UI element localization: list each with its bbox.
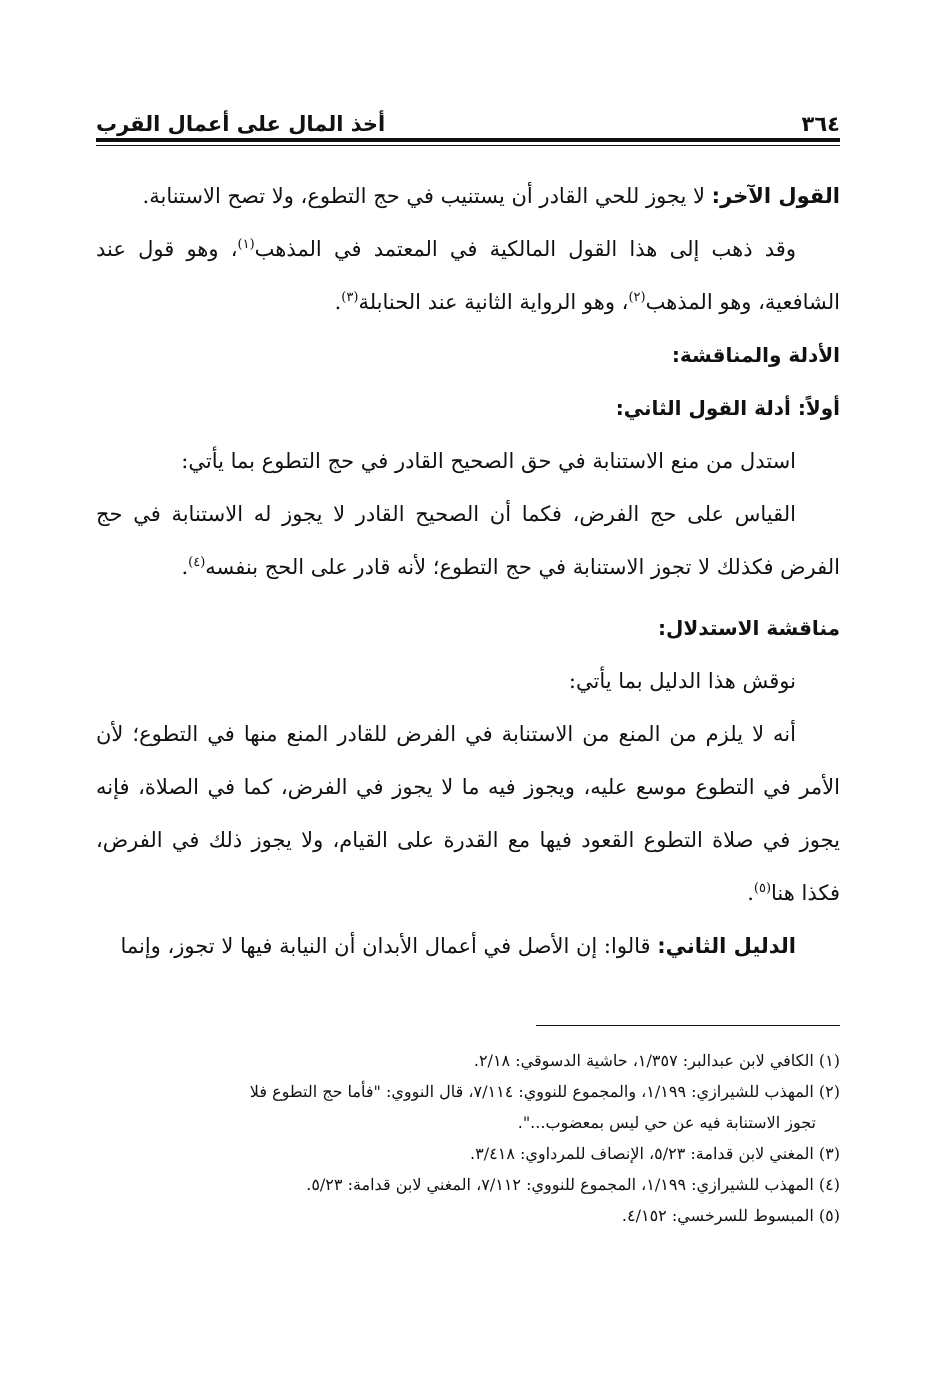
paragraph-analogy: [96, 488, 840, 594]
header-rule-thick: [96, 138, 840, 142]
paragraph-second-evidence: [96, 920, 840, 973]
paragraph-text: ، وهو الرواية الثانية عند الحنابلة: [358, 290, 629, 314]
footnote-5: (٥) المبسوط للسرخسي: ٤/١٥٢.: [621, 1206, 840, 1225]
footnote-ref[interactable]: (٤): [188, 555, 206, 570]
footnote-3: (٣) المغني لابن قدامة: ٥/٢٣، الإنصاف للمرداوي: ٣/٤١٨.: [470, 1144, 840, 1163]
running-title: أخذ المال على أعمال القرب: [96, 112, 386, 136]
paragraph-text: ، وهو قول عند الشافعية، وهو المذهب: [96, 237, 840, 314]
paragraph-discussion-intro: نوقش هذا الدليل بما يأتي:: [568, 669, 796, 693]
paragraph-text: أنه لا يلزم من المنع من الاستنابة في الفرض للقادر المنع منها في التطوع؛ لأن الأمر في التطوع موسع عليه، ويجوز فيه ما لا يجوز في الفرض، كما في الصلاة، فإنه يجوز في صلاة التطوع القعود فيها مع القدرة على القيام، ولا يجوز ذلك في الفرض، فكذا هنا: [96, 722, 840, 905]
page-number: ٣٦٤: [801, 112, 840, 136]
paragraph-text: .: [181, 555, 189, 579]
section-heading-discussion: مناقشة الاستدلال:: [658, 616, 840, 640]
paragraph-inference: استدل من منع الاستنابة في حق الصحيح القادر في حج التطوع بما يأتي:: [181, 449, 796, 473]
paragraph-text: وقد ذهب إلى هذا القول المالكية في المعتمد في المذهب: [254, 237, 796, 261]
footnote-ref[interactable]: (٢): [628, 290, 646, 305]
paragraph-text: .: [747, 881, 754, 905]
paragraph-schools: [96, 223, 840, 329]
footnote-ref[interactable]: (٣): [341, 290, 359, 305]
footnote-1: (١) الكافي لابن عبدالبر: ١/٣٥٧، حاشية الدسوقي: ٢/١٨.: [473, 1051, 840, 1070]
paragraph-text: القياس على حج الفرض، فكما أن الصحيح القادر لا يجوز له الاستنابة في حج الفرض فكذلك لا تجوز الاستنابة في حج التطوع؛ لأنه قادر على الحج بنفسه: [96, 502, 840, 579]
footnote-separator: [536, 1025, 840, 1026]
paragraph-text: .: [334, 290, 342, 314]
header-rule-thin: [96, 145, 840, 146]
paragraph-lead: القول الآخر:: [711, 184, 840, 208]
page-header: [96, 100, 840, 136]
paragraph-text: لا يجوز للحي القادر أن يستنيب في حج التطوع، ولا تصح الاستنابة.: [142, 184, 712, 208]
footnote-2-continued: تجوز الاستنابة فيه عن حي ليس بمعضوب...".: [517, 1113, 816, 1132]
page: [96, 0, 840, 1378]
paragraph-discussion: [96, 708, 840, 920]
footnote-ref[interactable]: (١): [237, 237, 255, 252]
footnote-2: (٢) المهذب للشيرازي: ١/١٩٩، والمجموع للنووي: ٧/١١٤، قال النووي: "فأما حج التطوع فلا: [249, 1082, 840, 1101]
footnote-ref[interactable]: (٥): [753, 881, 772, 896]
main-text: [96, 170, 840, 973]
footnotes: [96, 1045, 840, 1231]
paragraph-text: قالوا: إن الأصل في أعمال الأبدان أن النيابة فيها لا تجوز، وإنما: [120, 934, 658, 958]
paragraph-lead: الدليل الثاني:: [657, 934, 796, 958]
paragraph-other-opinion: [96, 170, 840, 223]
section-heading-first: أولاً: أدلة القول الثاني:: [615, 396, 840, 420]
section-heading-evidence: الأدلة والمناقشة:: [671, 343, 840, 367]
footnote-4: (٤) المهذب للشيرازي: ١/١٩٩، المجموع للنووي: ٧/١١٢، المغني لابن قدامة: ٥/٢٣.: [306, 1175, 840, 1194]
